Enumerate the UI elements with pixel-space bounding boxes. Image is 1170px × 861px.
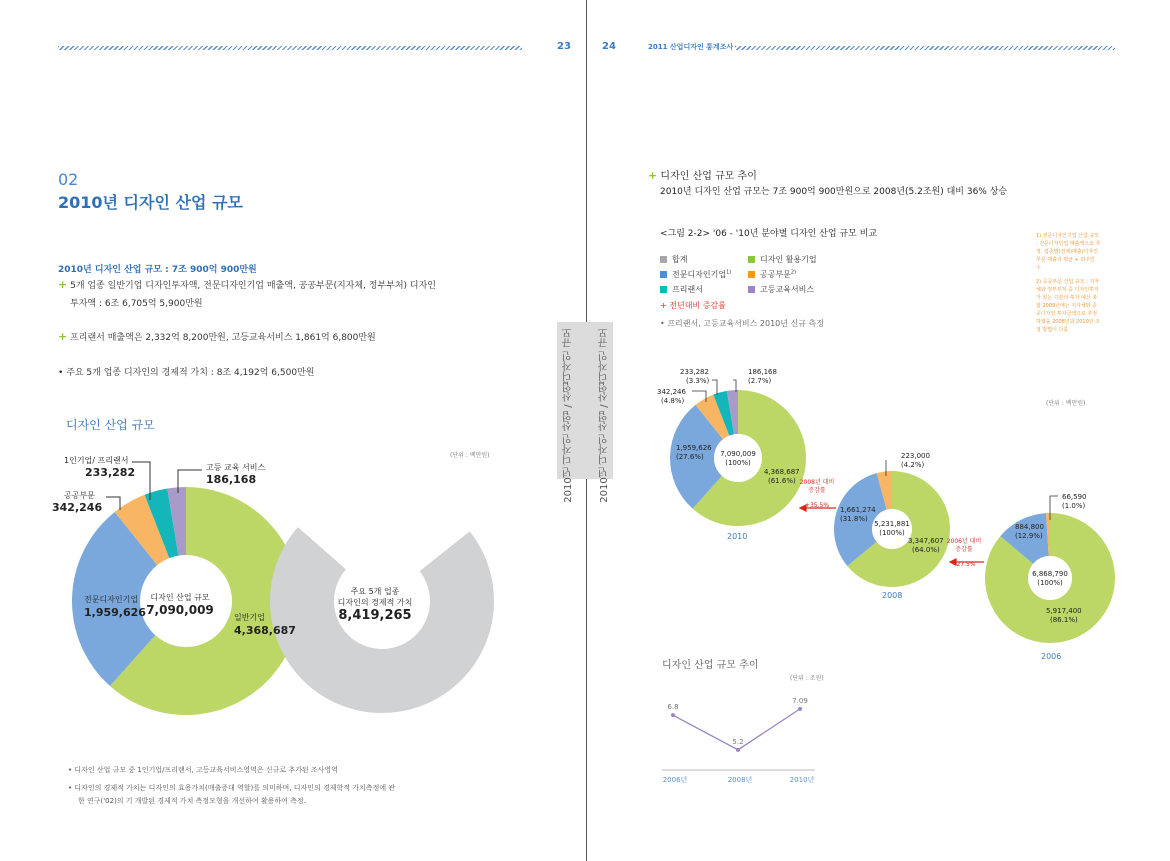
right-heading-text: 디자인 산업 규모 추이	[660, 171, 757, 182]
label-general-value: 4,368,687	[234, 624, 296, 637]
d2006-public-pct: (1.0%)	[1062, 502, 1086, 510]
d2010-center-pct: (100%)	[725, 459, 751, 467]
trend-x-tick-label: 2006년	[662, 776, 688, 784]
legend-total-label: 합계	[672, 255, 688, 264]
trend-point	[798, 707, 802, 711]
legend-general-label: 디자인 활용기업	[760, 255, 817, 264]
label-public-name: 공공부문	[64, 491, 95, 500]
side-note-2: 2) 공공부문 산업 규모 : 지자체와 정부부처 중 디자인투자가 있는 기관의 투자 예산 총합 2009년에는 지자체와 공공디자인 투자금액으로 추정하였을 2008년과 2010년 조정 방법이 다름	[1036, 279, 1101, 333]
trend-value-label: 5.2	[732, 737, 744, 746]
side-tab-text-left: 2010년 디자인 산업 / 산업디자인 규모	[563, 328, 574, 503]
section-number: 02	[58, 170, 79, 189]
footnote-2-line-1: 디자인의 경제적 가치는 디자인의 효용가치(매출증대 역할)를 의미하며, 디자인의 경제학적 가치측정에 관	[74, 784, 396, 792]
d2006-general-pct: (86.1%)	[1050, 616, 1078, 624]
bullet-2-text: 프리랜서 매출액은 2,332억 8,200만원, 고등교육서비스 1,861억 6,800만원	[70, 333, 376, 343]
d2006-center-pct: (100%)	[1037, 579, 1063, 587]
legend-edu-label: 고등교육서비스	[760, 285, 815, 294]
d2010-specialist-value: 1,959,626	[676, 444, 712, 452]
d2006-specialist-pct: (12.9%)	[1015, 532, 1043, 540]
d2010-edu-label	[748, 368, 777, 386]
bullet-1-line-2: 투자액 : 6조 6,705억 5,900만원	[70, 299, 203, 309]
d2010-freelance-label	[680, 368, 709, 386]
d2010-center-label	[715, 450, 761, 468]
right-subheading: 2010년 디자인 산업 규모는 7조 900억 900만원으로 2008년(5.2조원) 대비 36% 상승	[660, 187, 1008, 197]
d2006-specialist-value: 884,800	[1015, 523, 1044, 531]
label-edu-name: 고등 교육 서비스	[206, 463, 266, 472]
d2010-public-label	[657, 388, 686, 406]
footnote-2-line-2: 한 연구('02)의 기 개발된 경제적 가치 측정모형을 개선하여 활용하여 측정.	[78, 797, 306, 805]
footnote-2	[68, 782, 395, 808]
legend-note-text: 프리랜서, 고등교육서비스 2010년 신규 측정	[667, 319, 824, 328]
change-2008-line-2: 증감률	[808, 487, 826, 494]
dot-icon: •	[660, 319, 668, 328]
figure-caption: <그림 2-2> '06 - '10년 분야별 디자인 산업 규모 비교	[660, 229, 878, 239]
label-freelance-name: 1인기업/ 프리랜서	[64, 456, 129, 465]
d2010-specialist-label	[676, 444, 712, 462]
label-edu-value: 186,168	[206, 473, 257, 486]
d2010-general-pct: (61.6%)	[768, 477, 796, 485]
yearly-donuts-chart	[586, 0, 1170, 861]
d2010-center-value: 7,090,009	[720, 450, 756, 458]
d2006-specialist-label	[1015, 523, 1044, 541]
d2008-specialist-pct: (31.8%)	[840, 515, 868, 523]
d2010-year: 2010	[727, 532, 748, 541]
center-value: 7,090,009	[146, 603, 214, 617]
econ-line-2: 디자인의 경제적 가치	[337, 598, 413, 607]
d2008-general-value: 3,347,607	[908, 537, 944, 545]
dot-icon: •	[68, 784, 73, 792]
change-2006-line-2: 증감률	[955, 546, 973, 553]
plus-icon: +	[648, 169, 658, 182]
trend-value-label: 7.09	[792, 696, 808, 705]
trend-x-tick-label: 2008년	[727, 776, 753, 784]
change-2008-value: +35.5%	[804, 502, 830, 509]
change-2008-line-1: 2008년 대비	[799, 479, 835, 486]
plus-icon: +	[58, 278, 68, 291]
change-2006-label	[944, 538, 984, 569]
side-tab-text-right: 2010년 디자인 산업 / 산업디자인 규모	[599, 328, 610, 503]
d2010-freelance-pct: (3.3%)	[686, 377, 710, 385]
trend-x-tick-label: 2010년	[789, 776, 815, 784]
trend-point	[671, 713, 675, 717]
trend-unit: (단위 : 조원)	[790, 675, 824, 682]
d2008-public-label	[901, 452, 930, 470]
center-name: 디자인 산업 규모	[150, 593, 210, 602]
bullet-3-text: 주요 5개 업종 디자인의 경제적 가치 : 8조 4,192억 6,500만원	[66, 368, 315, 378]
label-public-value: 342,246	[52, 501, 103, 514]
dot-icon: •	[58, 368, 64, 378]
d2010-general-value: 4,368,687	[764, 468, 800, 476]
change-2008-label	[797, 479, 837, 510]
bullet-1-line-1: 5개 업종 일반기업 디자인투자액, 전문디자인기업 매출액, 공공부문(지자체, 정부부처) 디자인	[70, 281, 436, 291]
d2008-public-pct: (4.2%)	[901, 461, 925, 469]
d2006-center-value: 6,868,790	[1032, 570, 1068, 578]
d2010-public-value: 342,246	[657, 388, 686, 396]
d2010-edu-value: 186,168	[748, 368, 777, 376]
d2010-freelance-value: 233,282	[680, 368, 709, 376]
trend-point	[736, 748, 740, 752]
legend-specialist-label: 전문디자인기업	[672, 270, 727, 279]
label-general-name: 일반기업	[234, 613, 265, 622]
d2006-public-label	[1062, 493, 1087, 511]
legend-specialist-sup: 1)	[726, 269, 732, 276]
side-note-1: 1) 전문디자인기업 산업 규모 : 전문디자인업 매출액으로 추정. 업종별(전체)매출/디자인부문 매출의 평균 + 외주인 수	[1036, 233, 1101, 271]
label-specialist-value: 1,959,626	[84, 606, 146, 619]
d2008-year: 2008	[882, 591, 903, 600]
legend-public-sup: 2)	[790, 269, 797, 276]
change-2006-value: - 27.5%	[952, 561, 976, 568]
donut-center-label	[140, 592, 220, 617]
label-freelance-value: 233,282	[85, 466, 136, 479]
d2010-specialist-pct: (27.6%)	[676, 453, 704, 461]
d2010-general-label	[764, 468, 800, 486]
left-chart-title: 디자인 산업 규모	[66, 418, 155, 432]
d2010-edu-pct: (2.7%)	[748, 377, 772, 385]
change-2006-line-1: 2006년 대비	[946, 538, 982, 545]
page-number-right: 24	[602, 41, 616, 52]
d2006-center-label	[1027, 570, 1073, 588]
d2008-center-pct: (100%)	[879, 529, 905, 537]
legend-public-label: 공공부문	[760, 270, 791, 279]
left-chart-unit: (단위 : 백만원)	[450, 452, 490, 459]
legend-change-label: + 전년대비 증감률	[660, 301, 726, 310]
d2008-general-pct: (64.0%)	[912, 546, 940, 554]
section-title: 2010년 디자인 산업 규모	[58, 193, 243, 212]
d2008-general-label	[908, 537, 944, 555]
d2006-general-value: 5,917,400	[1046, 607, 1082, 615]
d2008-center-label	[869, 520, 915, 538]
d2008-center-value: 5,231,881	[874, 520, 910, 528]
trend-title: 디자인 산업 규모 추이	[662, 660, 759, 671]
label-specialist-name: 전문디자인기업	[84, 595, 139, 604]
summary-heading: 2010년 디자인 산업 규모 : 7조 900억 900만원	[58, 265, 257, 275]
dot-icon: •	[68, 766, 73, 774]
page-number-left: 23	[557, 41, 571, 52]
right-chart-unit: (단위 : 백만원)	[1046, 400, 1086, 407]
d2010-public-pct: (4.8%)	[661, 397, 685, 405]
running-title: 2011 산업디자인 통계조사	[648, 43, 734, 51]
footnote-1	[68, 764, 338, 777]
legend-freelance-label: 프리랜서	[672, 285, 703, 294]
d2008-specialist-value: 1,661,274	[840, 506, 876, 514]
d2008-public-value: 223,000	[901, 452, 930, 460]
econ-line-1: 주요 5개 업종	[350, 587, 400, 596]
trend-line-chart	[662, 697, 815, 784]
d2006-general-label	[1046, 607, 1082, 625]
footnote-1-text: 디자인 산업 규모 중 1인기업/프리랜서, 고등교육서비스영역은 신규로 추가된 조사영역	[74, 766, 338, 774]
plus-icon: +	[58, 330, 68, 343]
economic-value-label	[320, 586, 430, 623]
d2006-public-value: 66,590	[1062, 493, 1087, 501]
econ-value: 8,419,265	[338, 608, 412, 623]
d2006-year: 2006	[1041, 652, 1062, 661]
trend-value-label: 6.8	[667, 703, 679, 712]
